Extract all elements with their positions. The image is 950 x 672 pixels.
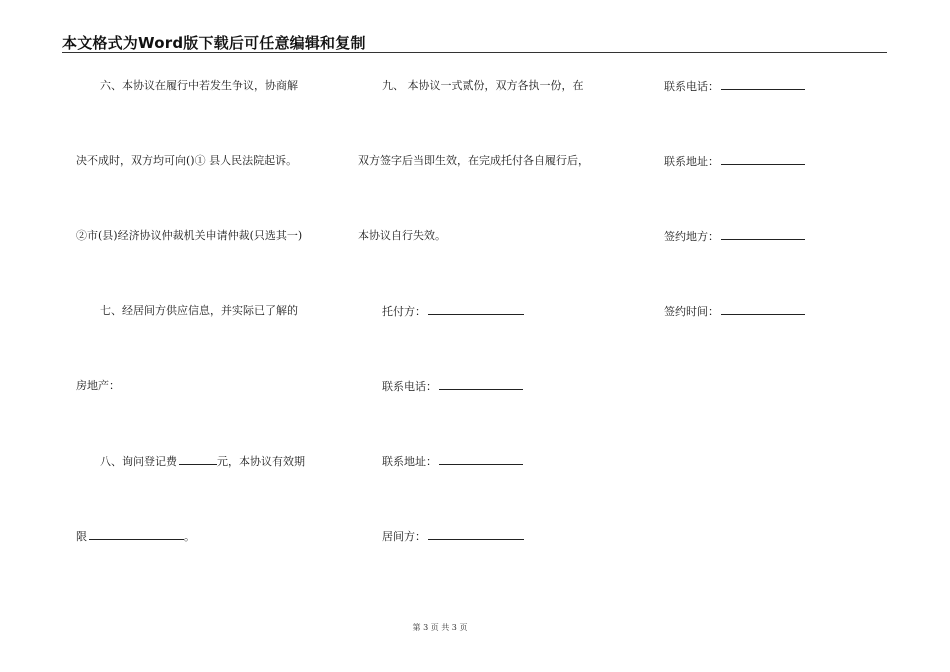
fee-blank[interactable] [179,454,217,465]
signing-time-label: 签约时间： [664,305,719,318]
intermediary-phone-blank[interactable] [721,79,805,90]
clause-6-line-3: ②市(县)经济协议仲裁机关申请仲裁(只选其一) [76,229,303,242]
document-header-title: 本文格式为Word版下载后可任意编辑和复制 [62,34,366,52]
term-blank[interactable] [89,529,184,540]
intermediary-phone-field [664,79,805,94]
clause-9-line-1: 九、 本协议一式贰份，双方各执一份，在 [382,79,584,92]
clause-7-line-1: 七、经居间方供应信息，并实际已了解的 [100,304,298,317]
principal-address-blank[interactable] [439,454,523,465]
principal-address-label: 联系地址： [382,455,437,468]
clause-8-suffix: 元，本协议有效期 [217,455,305,468]
signing-place-blank[interactable] [721,229,805,240]
clause-9-line-3: 本协议自行失效。 [358,229,446,242]
clause-9-line-2: 双方签字后当即生效，在完成托付各自履行后， [358,154,589,167]
signing-place-label: 签约地方： [664,230,719,243]
signing-time-blank[interactable] [721,304,805,315]
header-divider [62,52,887,53]
clause-7-line-2: 房地产： [76,379,120,392]
principal-phone-blank[interactable] [439,379,523,390]
clause-8-line-1 [100,454,305,469]
principal-address-field [382,454,523,469]
intermediary-address-field [664,154,805,169]
principal-blank[interactable] [428,304,524,315]
clause-8-line-2 [76,529,195,544]
clause-8-prefix: 八、询问登记费 [100,455,177,468]
clause-6-line-2: 决不成时，双方均可向()① 县人民法院起诉。 [76,154,298,167]
signing-time-field [664,304,805,319]
intermediary-label: 居间方： [382,530,426,543]
page-number: 第 3 页 共 3 页 [412,623,468,632]
principal-label: 托付方： [382,305,426,318]
intermediary-address-blank[interactable] [721,154,805,165]
intermediary-blank[interactable] [428,529,524,540]
term-prefix: 限 [76,530,87,543]
principal-field [382,304,524,319]
signing-place-field [664,229,805,244]
clause-6-line-1: 六、本协议在履行中若发生争议，协商解 [100,79,298,92]
intermediary-field [382,529,524,544]
term-suffix: 。 [184,530,195,543]
intermediary-address-label: 联系地址： [664,155,719,168]
principal-phone-field [382,379,523,394]
principal-phone-label: 联系电话： [382,380,437,393]
intermediary-phone-label: 联系电话： [664,80,719,93]
